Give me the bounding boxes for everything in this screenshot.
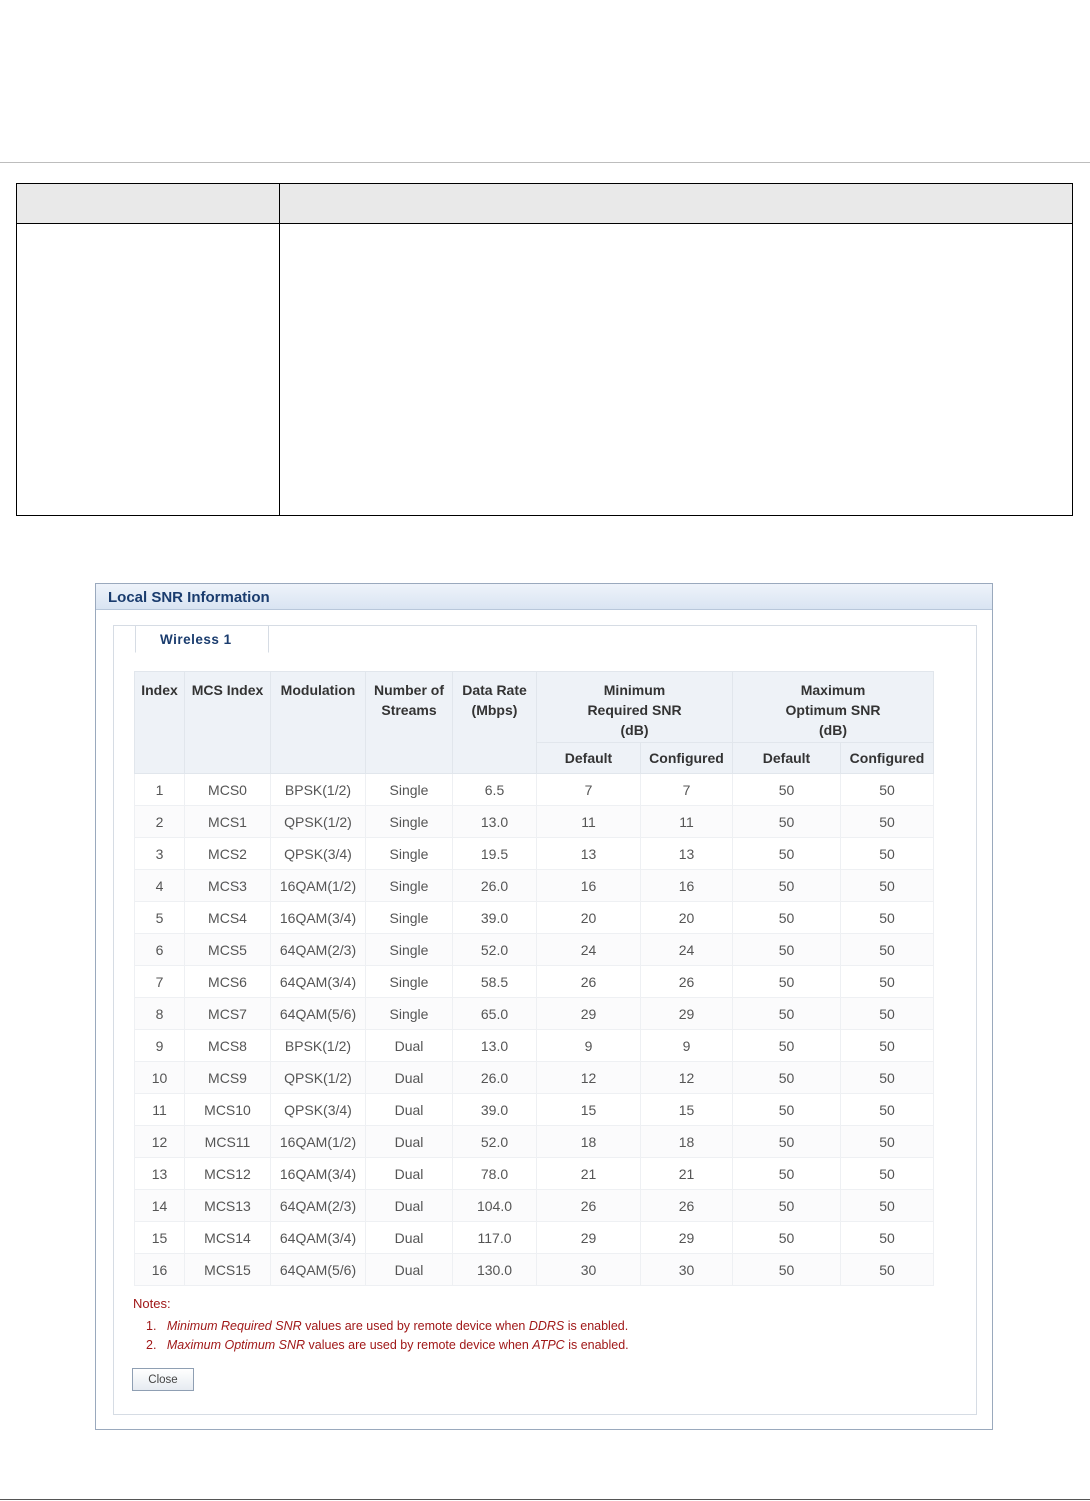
document-table-column-divider: [279, 184, 280, 515]
cell-streams: Single: [366, 774, 453, 806]
cell-min-configured: 29: [641, 998, 733, 1030]
cell-index: 12: [135, 1126, 185, 1158]
cell-modulation: 16QAM(3/4): [271, 902, 366, 934]
cell-max-configured: 50: [841, 1254, 934, 1286]
cell-index: 10: [135, 1062, 185, 1094]
cell-min-configured: 15: [641, 1094, 733, 1126]
cell-max-default: 50: [733, 1030, 841, 1062]
note-2-term: Maximum Optimum SNR: [166, 1338, 306, 1352]
cell-modulation: QPSK(1/2): [271, 1062, 366, 1094]
cell-max-default: 50: [733, 1254, 841, 1286]
cell-modulation: QPSK(3/4): [271, 1094, 366, 1126]
header-max-line3: (dB): [819, 722, 847, 738]
table-row: [135, 1062, 934, 1094]
header-rate-line1: Data Rate: [462, 682, 527, 698]
cell-min-default: 12: [537, 1062, 641, 1094]
note-2-feature: ATPC: [532, 1338, 565, 1352]
header-max-line2: Optimum SNR: [785, 702, 881, 718]
cell-max-configured: 50: [841, 1062, 934, 1094]
table-row: [135, 838, 934, 870]
cell-max-default: 50: [733, 966, 841, 998]
cell-min-default: 20: [537, 902, 641, 934]
notes-title: Notes:: [133, 1296, 171, 1311]
header-streams-line1: Number of: [374, 682, 444, 698]
note-1-end: is enabled.: [564, 1319, 629, 1333]
cell-min-default: 24: [537, 934, 641, 966]
cell-modulation: 16QAM(1/2): [271, 870, 366, 902]
cell-min-default: 7: [537, 774, 641, 806]
cell-modulation: 64QAM(3/4): [271, 1222, 366, 1254]
table-row: [135, 774, 934, 806]
cell-min-default: 30: [537, 1254, 641, 1286]
header-rate-line2: (Mbps): [471, 702, 518, 718]
table-row: [135, 1254, 934, 1286]
cell-max-configured: 50: [841, 806, 934, 838]
cell-mcs: MCS14: [185, 1222, 271, 1254]
table-row: [135, 998, 934, 1030]
cell-streams: Single: [366, 838, 453, 870]
page-header-rule: [0, 162, 1090, 163]
tab-wireless-1[interactable]: [135, 625, 269, 653]
cell-mcs: MCS2: [185, 838, 271, 870]
header-min-line1: Minimum: [603, 682, 666, 698]
cell-max-default: 50: [733, 902, 841, 934]
cell-rate: 13.0: [453, 1030, 537, 1062]
cell-min-default: 26: [537, 966, 641, 998]
cell-mcs: MCS5: [185, 934, 271, 966]
cell-max-configured: 50: [841, 902, 934, 934]
cell-modulation: 64QAM(2/3): [271, 934, 366, 966]
cell-modulation: 64QAM(5/6): [271, 1254, 366, 1286]
cell-max-configured: 50: [841, 1030, 934, 1062]
cell-max-default: 50: [733, 1190, 841, 1222]
close-button[interactable]: Close: [132, 1368, 194, 1391]
cell-min-configured: 24: [641, 934, 733, 966]
cell-streams: Dual: [366, 1094, 453, 1126]
cell-max-configured: 50: [841, 774, 934, 806]
cell-mcs: MCS8: [185, 1030, 271, 1062]
note-2-number: 2.: [146, 1338, 157, 1352]
cell-index: 11: [135, 1094, 185, 1126]
cell-min-configured: 26: [641, 966, 733, 998]
table-row: [135, 1222, 934, 1254]
header-min-configured: Configured: [641, 743, 733, 774]
header-min-default: Default: [537, 743, 641, 774]
cell-streams: Single: [366, 966, 453, 998]
note-2-text: values are used by remote device when: [305, 1338, 533, 1352]
cell-max-default: 50: [733, 870, 841, 902]
cell-modulation: 64QAM(5/6): [271, 998, 366, 1030]
cell-min-default: 29: [537, 1222, 641, 1254]
cell-mcs: MCS11: [185, 1126, 271, 1158]
header-maximum-optimum-snr: [733, 672, 934, 743]
cell-min-default: 11: [537, 806, 641, 838]
cell-rate: 26.0: [453, 870, 537, 902]
cell-index: 15: [135, 1222, 185, 1254]
note-1-number: 1.: [146, 1319, 157, 1333]
cell-min-default: 21: [537, 1158, 641, 1190]
cell-max-default: 50: [733, 1094, 841, 1126]
cell-max-default: 50: [733, 934, 841, 966]
cell-rate: 130.0: [453, 1254, 537, 1286]
cell-min-configured: 16: [641, 870, 733, 902]
table-row: [135, 902, 934, 934]
cell-index: 8: [135, 998, 185, 1030]
table-row: [135, 870, 934, 902]
cell-streams: Dual: [366, 1126, 453, 1158]
cell-min-default: 29: [537, 998, 641, 1030]
cell-max-default: 50: [733, 1126, 841, 1158]
cell-min-configured: 30: [641, 1254, 733, 1286]
cell-streams: Single: [366, 902, 453, 934]
cell-min-configured: 12: [641, 1062, 733, 1094]
header-data-rate: [453, 672, 537, 774]
note-2-end: is enabled.: [564, 1338, 629, 1352]
cell-max-configured: 50: [841, 1094, 934, 1126]
cell-streams: Dual: [366, 1062, 453, 1094]
cell-mcs: MCS1: [185, 806, 271, 838]
cell-max-default: 50: [733, 1222, 841, 1254]
cell-index: 5: [135, 902, 185, 934]
cell-index: 1: [135, 774, 185, 806]
header-max-line1: Maximum: [800, 682, 866, 698]
cell-modulation: BPSK(1/2): [271, 1030, 366, 1062]
header-minimum-required-snr: [537, 672, 733, 743]
cell-rate: 13.0: [453, 806, 537, 838]
cell-mcs: MCS9: [185, 1062, 271, 1094]
document-table: [16, 183, 1073, 516]
header-index: Index: [135, 672, 185, 774]
note-1: [146, 1319, 628, 1333]
cell-min-default: 18: [537, 1126, 641, 1158]
table-row: [135, 1126, 934, 1158]
cell-max-configured: 50: [841, 1222, 934, 1254]
cell-rate: 39.0: [453, 1094, 537, 1126]
table-row: [135, 1190, 934, 1222]
note-1-text: values are used by remote device when: [301, 1319, 529, 1333]
cell-rate: 78.0: [453, 1158, 537, 1190]
cell-mcs: MCS12: [185, 1158, 271, 1190]
header-max-default: Default: [733, 743, 841, 774]
cell-streams: Dual: [366, 1030, 453, 1062]
cell-min-configured: 26: [641, 1190, 733, 1222]
cell-streams: Dual: [366, 1254, 453, 1286]
cell-rate: 39.0: [453, 902, 537, 934]
cell-mcs: MCS15: [185, 1254, 271, 1286]
cell-index: 2: [135, 806, 185, 838]
cell-index: 4: [135, 870, 185, 902]
cell-rate: 52.0: [453, 1126, 537, 1158]
cell-mcs: MCS6: [185, 966, 271, 998]
table-row: [135, 1030, 934, 1062]
cell-min-configured: 11: [641, 806, 733, 838]
cell-index: 3: [135, 838, 185, 870]
cell-min-default: 13: [537, 838, 641, 870]
cell-mcs: MCS13: [185, 1190, 271, 1222]
note-2: [146, 1338, 629, 1352]
cell-mcs: MCS0: [185, 774, 271, 806]
cell-index: 7: [135, 966, 185, 998]
cell-rate: 117.0: [453, 1222, 537, 1254]
cell-index: 16: [135, 1254, 185, 1286]
cell-max-configured: 50: [841, 1126, 934, 1158]
cell-max-configured: 50: [841, 1158, 934, 1190]
cell-streams: Dual: [366, 1190, 453, 1222]
table-row: [135, 934, 934, 966]
header-mcs-index: MCS Index: [185, 672, 271, 774]
table-row: [135, 966, 934, 998]
cell-min-default: 15: [537, 1094, 641, 1126]
cell-max-configured: 50: [841, 966, 934, 998]
cell-min-configured: 9: [641, 1030, 733, 1062]
cell-rate: 104.0: [453, 1190, 537, 1222]
page-footer-rule: [0, 1499, 1090, 1500]
cell-max-configured: 50: [841, 870, 934, 902]
cell-rate: 58.5: [453, 966, 537, 998]
header-streams-line2: Streams: [381, 702, 437, 718]
cell-max-default: 50: [733, 838, 841, 870]
cell-min-configured: 20: [641, 902, 733, 934]
cell-rate: 52.0: [453, 934, 537, 966]
cell-streams: Single: [366, 870, 453, 902]
snr-table: [134, 671, 934, 1286]
cell-max-configured: 50: [841, 934, 934, 966]
cell-index: 14: [135, 1190, 185, 1222]
note-1-feature: DDRS: [528, 1319, 565, 1333]
cell-min-configured: 29: [641, 1222, 733, 1254]
cell-modulation: 64QAM(3/4): [271, 966, 366, 998]
cell-max-default: 50: [733, 1062, 841, 1094]
header-min-line3: (dB): [620, 722, 649, 738]
header-number-of-streams: [366, 672, 453, 774]
cell-streams: Single: [366, 806, 453, 838]
cell-max-configured: 50: [841, 998, 934, 1030]
cell-max-default: 50: [733, 998, 841, 1030]
cell-max-default: 50: [733, 774, 841, 806]
cell-rate: 65.0: [453, 998, 537, 1030]
cell-rate: 6.5: [453, 774, 537, 806]
cell-index: 6: [135, 934, 185, 966]
note-1-term: Minimum Required SNR: [166, 1319, 302, 1333]
cell-index: 9: [135, 1030, 185, 1062]
cell-max-configured: 50: [841, 1190, 934, 1222]
cell-streams: Dual: [366, 1158, 453, 1190]
table-row: [135, 806, 934, 838]
header-max-configured: Configured: [841, 743, 934, 774]
dialog-title: Local SNR Information: [108, 589, 270, 606]
tab-wireless-1-label: Wireless 1: [160, 632, 232, 647]
cell-modulation: 16QAM(3/4): [271, 1158, 366, 1190]
dialog-title-bar: [96, 584, 992, 610]
cell-max-default: 50: [733, 806, 841, 838]
table-row: [135, 1158, 934, 1190]
cell-modulation: 64QAM(2/3): [271, 1190, 366, 1222]
cell-mcs: MCS3: [185, 870, 271, 902]
cell-modulation: 16QAM(1/2): [271, 1126, 366, 1158]
cell-max-configured: 50: [841, 838, 934, 870]
cell-streams: Dual: [366, 1222, 453, 1254]
cell-rate: 19.5: [453, 838, 537, 870]
cell-index: 13: [135, 1158, 185, 1190]
cell-min-default: 16: [537, 870, 641, 902]
snr-table-body: [135, 774, 934, 1286]
cell-rate: 26.0: [453, 1062, 537, 1094]
cell-modulation: QPSK(1/2): [271, 806, 366, 838]
header-min-line2: Required SNR: [587, 702, 682, 718]
table-row: [135, 1094, 934, 1126]
cell-min-configured: 7: [641, 774, 733, 806]
cell-mcs: MCS7: [185, 998, 271, 1030]
cell-max-default: 50: [733, 1158, 841, 1190]
cell-min-configured: 13: [641, 838, 733, 870]
cell-min-configured: 18: [641, 1126, 733, 1158]
document-table-header: [17, 184, 1072, 224]
cell-modulation: BPSK(1/2): [271, 774, 366, 806]
cell-min-default: 26: [537, 1190, 641, 1222]
cell-modulation: QPSK(3/4): [271, 838, 366, 870]
cell-min-configured: 21: [641, 1158, 733, 1190]
cell-mcs: MCS10: [185, 1094, 271, 1126]
cell-streams: Single: [366, 998, 453, 1030]
cell-streams: Single: [366, 934, 453, 966]
cell-mcs: MCS4: [185, 902, 271, 934]
cell-min-default: 9: [537, 1030, 641, 1062]
header-modulation: Modulation: [271, 672, 366, 774]
